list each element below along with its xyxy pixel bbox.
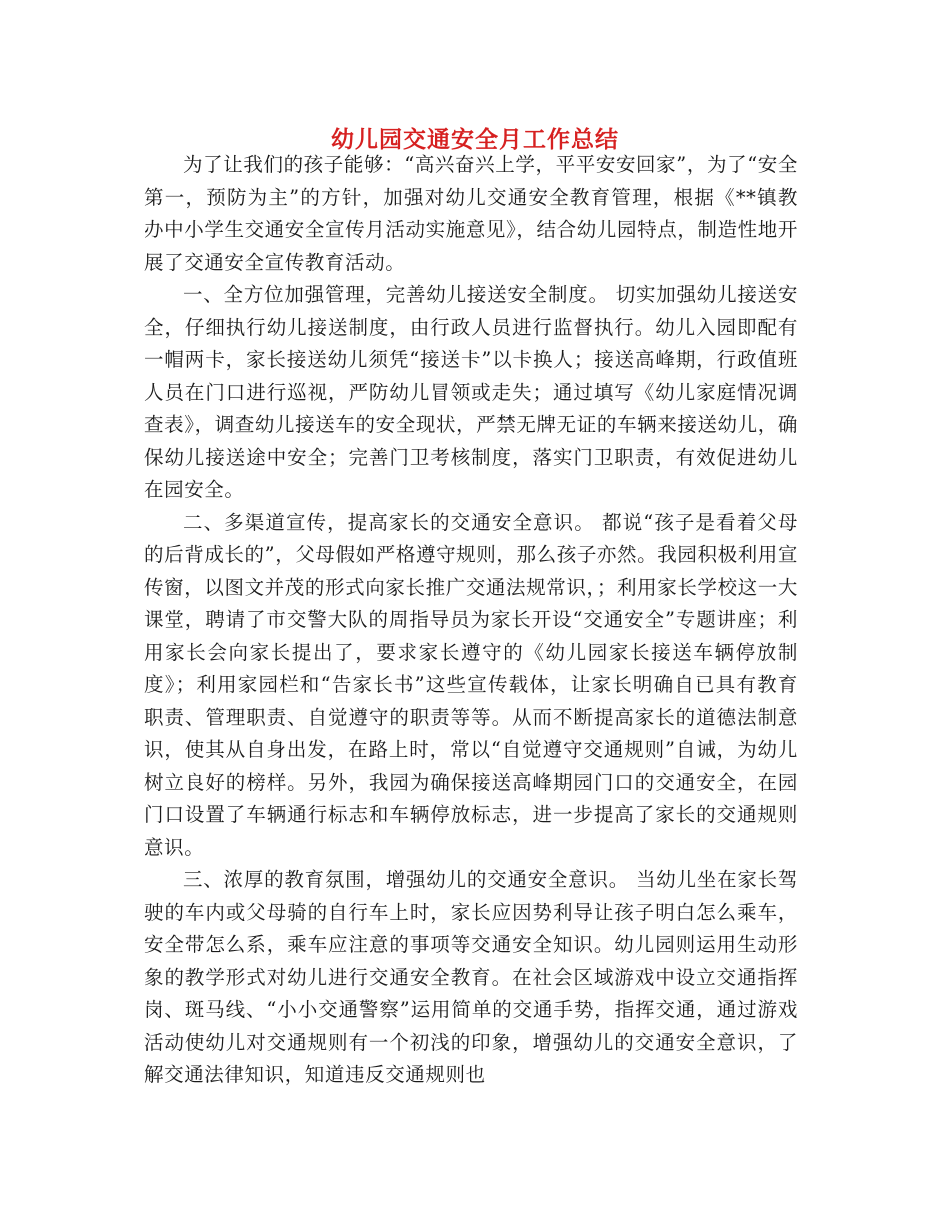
- section-three-paragraph: 三、浓厚的教育氛围，增强幼儿的交通安全意识。 当幼儿坐在家长驾驶的车内或父母骑的自行车上时，家长应因势利导让孩子明白怎么乘车，安全带怎么系，乘车应注意的事项等交通安全知识。幼儿园则运用生动形象的教学形式对幼儿进行交通安全教育。在社会区域游戏中设立交通指挥岗、斑马线、“小小交通警察”运用简单的交通手势，指挥交通，通过游戏活动使幼儿对交通规则有一个初浅的印象，增强幼儿的交通安全意识，了解交通法律知识，知道违反交通规则也: [144, 868, 798, 1086]
- section-one-paragraph: 一、全方位加强管理，完善幼儿接送安全制度。 切实加强幼儿接送安全，仔细执行幼儿接送制度，由行政人员进行监督执行。幼儿入园即配有一帽两卡，家长接送幼儿须凭“接送卡”以卡换人；接送高峰期，行政值班人员在门口进行巡视，严防幼儿冒领或走失；通过填写《幼儿家庭情况调查表》，调查幼儿接送车的安全现状，严禁无牌无证的车辆来接送幼儿，确保幼儿接送途中安全；完善门卫考核制度，落实门卫职责，有效促进幼儿在园安全。: [144, 283, 798, 501]
- document-title: 幼儿园交通安全月工作总结: [331, 127, 619, 154]
- section-two-paragraph: 二、多渠道宣传，提高家长的交通安全意识。 都说“孩子是看着父母的后背成长的”，父母假如严格遵守规则，那么孩子亦然。我园积极利用宣传窗，以图文并茂的形式向家长推广交通法规常识，；利用家长学校这一大课堂，聘请了市交警大队的周指导员为家长开设“交通安全”专题讲座；利用家长会向家长提出了，要求家长遵守的《幼儿园家长接送车辆停放制度》；利用家园栏和“告家长书”这些宣传载体，让家长明确自已具有教育职责、管理职责、自觉遵守的职责等等。从而不断提高家长的道德法制意识，使其从自身出发，在路上时，常以“自觉遵守交通规则”自诫，为幼儿树立良好的榜样。另外，我园为确保接送高峰期园门口的交通安全，在园门口设置了车辆通行标志和车辆停放标志，进一步提高了家长的交通规则意识。: [144, 510, 798, 859]
- document-body: [144, 149, 798, 1092]
- intro-paragraph: 为了让我们的孩子能够：“高兴奋兴上学，平平安安回家”，为了“安全第一，预防为主”的方针，加强对幼儿交通安全教育管理，根据《**镇教办中小学生交通安全宣传月活动实施意见》，结合幼儿园特点，制造性地开展了交通安全宣传教育活动。: [144, 153, 798, 274]
